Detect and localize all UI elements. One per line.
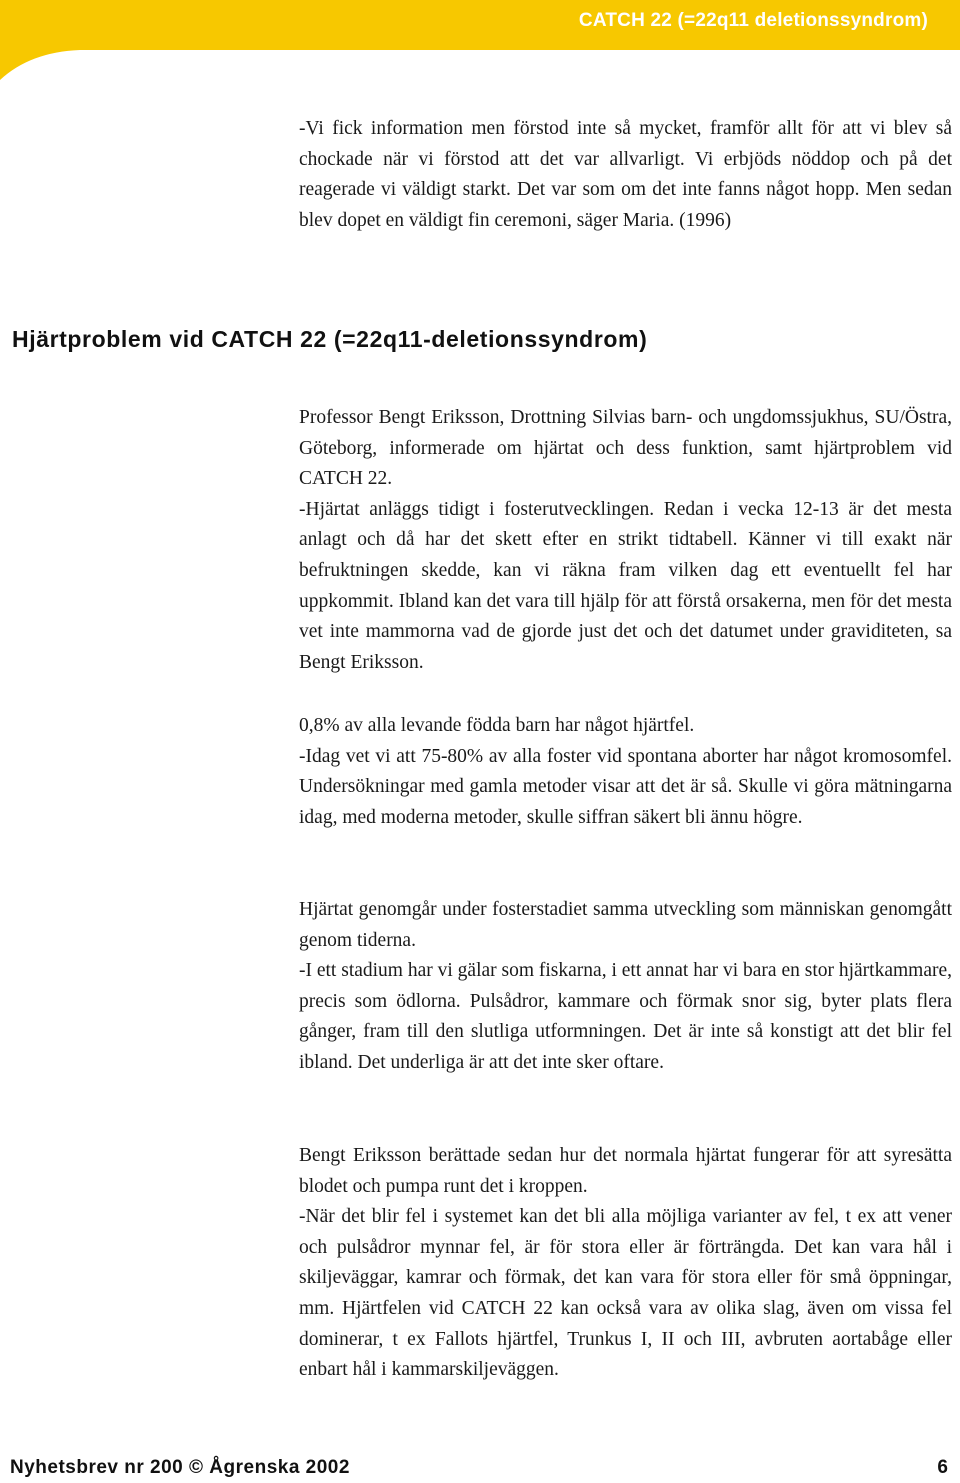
- paragraph: -Hjärtat anläggs tidigt i fosterutvecklingen. Redan i vecka 12-13 är det mesta anlagt och då har det skett efter en strikt tidtabell. Känner vi till exakt när befruktningen skedde, kan vi räkna fram vilken dag ett eventuellt fel har uppkommit. Ibland kan det vara till hjälp för att förstå orsakerna, men för det mesta vet inte mammorna vad de gjorde just det och det datumet under graviditeten, sa Bengt Eriksson.: [299, 498, 952, 673]
- paragraph: Professor Bengt Eriksson, Drottning Silvias barn- och ungdomssjukhus, SU/Östra, Göteborg, informerade om hjärtat och dess funktion, samt hjärtproblem vid CATCH 22.: [299, 407, 952, 490]
- paragraph: -Idag vet vi att 75-80% av alla foster vid spontana aborter har något kromosomfel. Undersökningar med gamla metoder visar att det är så. Skulle vi göra mätningarna idag, med moderna metoder, skulle siffran säkert bli ännu högre.: [299, 745, 952, 828]
- header-band: [0, 0, 960, 80]
- paragraph: -När det blir fel i systemet kan det bli alla möjliga varianter av fel, t ex att vener och pulsådror mynnar fel, är för stora eller är förträngda. Det kan vara hål i skiljeväggar, kamrar och förmak, det kan vara för stora eller för små öppningar, mm. Hjärtfelen vid CATCH 22 kan också vara av olika slag, även om vissa fel dominerar, t ex Fallots hjärtfel, Trunkus I, II och III, avbruten aortabåge eller enbart hål i kammarskiljeväggen.: [299, 1206, 952, 1381]
- paragraph: Hjärtat genomgår under fosterstadiet samma utveckling som människan genomgått genom tiderna.: [299, 899, 952, 951]
- paragraph: Bengt Eriksson berättade sedan hur det normala hjärtat fungerar för att syresätta blodet och pumpa runt det i kroppen.: [299, 1145, 952, 1197]
- section-heading: Hjärtproblem vid CATCH 22 (=22q11-deletionssyndrom): [12, 326, 648, 352]
- article-block-3: [299, 895, 952, 1079]
- intro-quote: [299, 114, 952, 236]
- paragraph: -I ett stadium har vi gälar som fiskarna, i ett annat har vi bara en stor hjärtkammare, precis som ödlorna. Pulsådror, kammare och förmak snor sig, byter plats flera gånger, fram till den slutliga utformningen. Det är inte så konstigt att det blir fel ibland. Det underliga är att det inte sker oftare.: [299, 960, 953, 1073]
- intro-paragraph: -Vi fick information men förstod inte så mycket, framför allt för att vi blev så chockade när vi förstod att det var allvarligt. Vi erbjöds nöddop och på det reagerade vi väldigt starkt. Det var som om det inte fanns något hopp. Men sedan blev dopet en väldigt fin ceremoni, säger Maria. (1996): [299, 118, 952, 231]
- article-block-2: [299, 711, 952, 833]
- footer-publication: Nyhetsbrev nr 200 © Ågrenska 2002: [10, 1457, 350, 1478]
- article-block-1: [299, 403, 952, 678]
- paragraph: 0,8% av alla levande födda barn har något hjärtfel.: [299, 715, 695, 736]
- footer-page-number: 6: [937, 1457, 948, 1478]
- header-title: CATCH 22 (=22q11 deletionssyndrom): [578, 10, 928, 31]
- article-block-4: [299, 1141, 952, 1386]
